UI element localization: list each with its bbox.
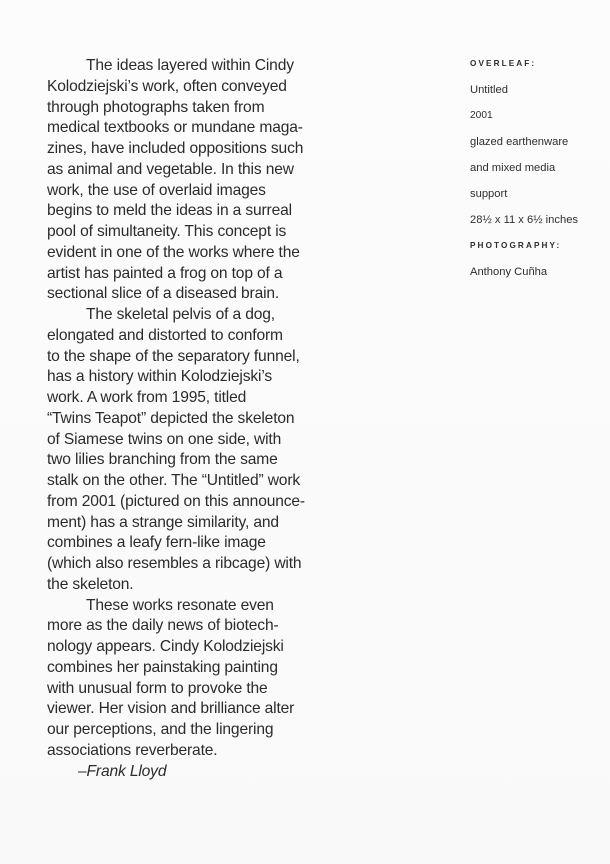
text-line: stalk on the other. The “Untitled” work [47,472,301,489]
author-signature: –Frank Lloyd [78,762,167,780]
artwork-medium-line-2: and mixed media [470,162,556,174]
photographer-name: Anthony Cuñha [470,266,548,278]
text-line: The ideas layered within Cindy [86,57,294,74]
text-line: two lilies branching from the same [47,451,278,469]
credits-column [470,56,600,290]
text-line: of Siamese twins on one side, with [47,430,282,448]
text-line: begins to meld the ideas in a surreal [47,202,292,220]
text-line: work, the use of overlaid images [47,181,266,199]
text-line: The skeletal pelvis of a dog, [86,306,275,323]
photography-heading: PHOTOGRAPHY: [470,241,562,250]
overleaf-heading: OVERLEAF: [470,59,537,68]
essay-text [47,56,309,782]
artwork-year: 2001 [470,110,493,121]
text-line: associations reverberate. [47,741,218,759]
text-line: artist has painted a frog on top of a [47,264,283,282]
text-line: Kolodziejski’s work, often conveyed [47,77,287,95]
text-line: work. A work from 1995, titled [47,389,247,406]
text-line: through photographs taken from [47,98,265,116]
text-line: pool of simultaneity. This concept is [47,223,287,240]
artwork-dimensions: 28½ x 11 x 6½ inches [470,214,579,226]
text-line: evident in one of the works where the [47,243,300,261]
text-line: medical textbooks or mundane maga- [47,119,303,137]
essay-paragraph-3 [47,596,309,762]
text-line: viewer. Her vision and brilliance alter [47,700,295,718]
text-line: sectional slice of a diseased brain. [47,285,280,303]
artwork-medium-line-3: support [470,188,508,200]
text-line: from 2001 (pictured on this announce- [47,492,305,510]
text-line: combines a leafy fern-like image [47,534,266,552]
essay-paragraph-1 [47,56,309,305]
text-line: as animal and vegetable. In this new [47,160,294,178]
text-line: to the shape of the separatory funnel, [47,347,300,365]
artwork-medium-line-1: glazed earthenware [470,136,569,148]
artwork-title: Untitled [470,84,508,96]
text-line: combines her painstaking painting [47,658,278,676]
text-line: nology appears. Cindy Kolodziejski [47,638,284,655]
text-line: has a history within Kolodziejski’s [47,368,273,386]
text-line: (which also resembles a ribcage) with [47,555,302,572]
text-line: with unusual form to provoke the [47,679,268,697]
text-line: the skeleton. [47,575,134,593]
text-line: our perceptions, and the lingering [47,721,274,738]
text-line: ment) has a strange similarity, and [47,513,279,531]
text-line: “Twins Teapot” depicted the skeleton [47,409,295,427]
text-line: elongated and distorted to conform [47,326,283,344]
text-line: more as the daily news of biotech- [47,617,279,635]
text-line: These works resonate even [86,596,274,614]
essay-paragraph-2 [47,305,309,596]
text-line: zines, have included oppositions such [47,140,304,157]
